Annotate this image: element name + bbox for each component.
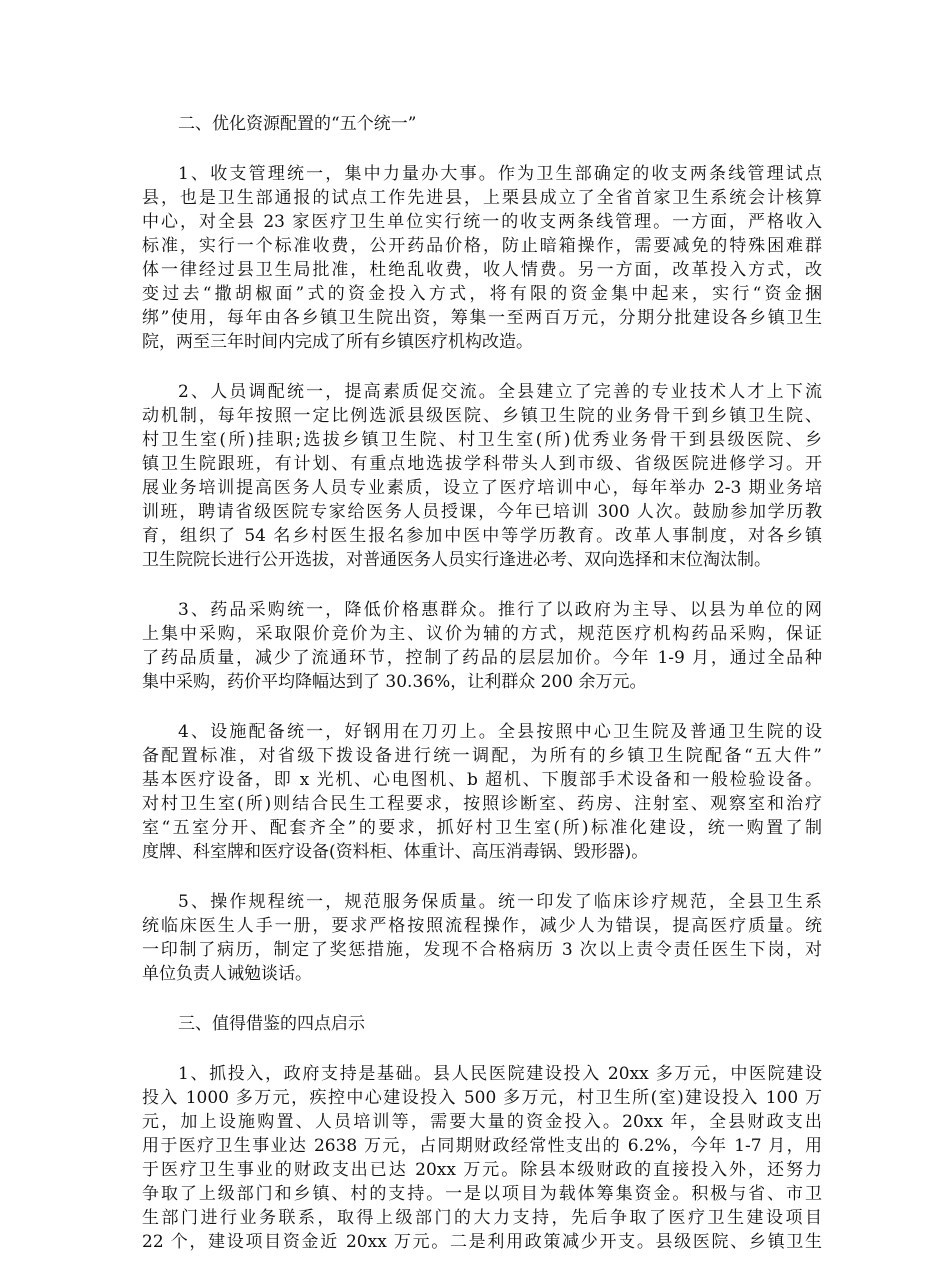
text-line: 2、人员调配统一，提高素质促交流。全县建立了完善的专业技术人才上下流	[178, 382, 822, 402]
text-line: 争取了上级部门和乡镇、村的支持。一是以项目为载体筹集资金。积极与省、市卫	[142, 1184, 822, 1204]
text-line: 单位负责人诫勉谈话。	[142, 964, 312, 984]
document-page	[142, 112, 822, 1280]
text-line: 标准，实行一个标准收费，公开药品价格，防止暗箱操作，需要减免的特殊困难群	[142, 236, 822, 256]
paragraph-staffing	[142, 380, 822, 572]
paragraph-drug-procurement	[142, 598, 822, 694]
text-line: 了药品质量，减少了流通环节，控制了药品的层层加价。今年 1-9 月，通过全品种	[142, 648, 822, 668]
text-line: 中心，对全县 23 家医疗卫生单位实行统一的收支两条线管理。一方面，严格收入	[142, 212, 822, 232]
text-line: 投入 1000 多万元，疾控中心建设投入 500 多万元，村卫生所(室)建设投入 100 万	[142, 1088, 822, 1108]
text-line: 训班，聘请省级医院专家给医务人员授课，今年已培训 300 人次。鼓励参加学历教	[142, 502, 822, 522]
text-line: 元，加上设施购置、人员培训等，需要大量的资金投入。20xx 年，全县财政支出	[142, 1112, 822, 1132]
text-line: 用于医疗卫生事业达 2638 万元，占同期财政经常性支出的 6.2%，今年 1-7 月，用	[142, 1136, 822, 1156]
text-line: 村卫生室(所)挂职;选拔乡镇卫生院、村卫生室(所)优秀业务骨干到县级医院、乡	[142, 430, 822, 450]
text-line: 镇卫生院跟班，有计划、有重点地选拔学科带头人到市级、省级医院进修学习。开	[142, 454, 822, 474]
text-line: 院，两至三年时间内完成了所有乡镇医疗机构改造。	[142, 332, 533, 352]
text-line: 变过去“撒胡椒面”式的资金投入方式，将有限的资金集中起来，实行“资金捆	[142, 284, 822, 304]
text-line: 上集中采购，采取限价竞价为主、议价为辅的方式，规范医疗机构药品采购，保证	[142, 624, 822, 644]
text-line: 度牌、科室牌和医疗设备(资料柜、体重计、高压消毒锅、毁形器)。	[142, 842, 649, 862]
text-line: 室“五室分开、配套齐全”的要求，抓好村卫生室(所)标准化建设，统一购置了制	[142, 818, 822, 838]
text-line: 集中采购，药价平均降幅达到了 30.36%，让利群众 200 余万元。	[142, 672, 647, 692]
text-line: 育，组织了 54 名乡村医生报名参加中医中等学历教育。改革人事制度，对各乡镇	[142, 526, 822, 546]
text-line: 1、收支管理统一，集中力量办大事。作为卫生部确定的收支两条线管理试点	[178, 164, 822, 184]
text-line: 5、操作规程统一，规范服务保质量。统一印发了临床诊疗规范，全县卫生系	[178, 892, 822, 912]
text-line: 于医疗卫生事业的财政支出已达 20xx 万元。除县本级财政的直接投入外，还努力	[142, 1160, 822, 1180]
text-line: 备配置标准，对省级下拨设备进行统一调配，为所有的乡镇卫生院配备“五大件”	[142, 746, 822, 766]
text-line: 一印制了病历，制定了奖惩措施，发现不合格病历 3 次以上责令责任医生下岗，对	[142, 940, 822, 960]
text-line: 生部门进行业务联系，取得上级部门的大力支持，先后争取了医疗卫生建设项目	[142, 1208, 822, 1228]
paragraph-equipment	[142, 720, 822, 864]
text-line: 对村卫生室(所)则结合民生工程要求，按照诊断室、药房、注射室、观察室和治疗	[142, 794, 822, 814]
text-line: 动机制，每年按照一定比例选派县级医院、乡镇卫生院的业务骨干到乡镇卫生院、	[142, 406, 822, 426]
paragraph-revenue-management	[142, 162, 822, 354]
text-line: 1、抓投入，政府支持是基础。县人民医院建设投入 20xx 多万元，中医院建设	[178, 1064, 822, 1084]
section-heading-2: 二、优化资源配置的“五个统一”	[178, 114, 417, 134]
paragraph-procedures	[142, 890, 822, 986]
text-line: 统临床医生人手一册，要求严格按照流程操作，减少人为错误，提高医疗质量。统	[142, 916, 822, 936]
text-line: 体一律经过县卫生局批准，杜绝乱收费，收人情费。另一方面，改革投入方式，改	[142, 260, 822, 280]
paragraph-investment	[142, 1062, 822, 1254]
text-line: 绑”使用，每年由各乡镇卫生院出资，筹集一至两百万元，分期分批建设各乡镇卫生	[142, 308, 822, 328]
text-line: 22 个，建设项目资金近 20xx 万元。二是利用政策减少开支。县级医院、乡镇卫生	[142, 1232, 822, 1252]
text-line: 县，也是卫生部通报的试点工作先进县，上栗县成立了全省首家卫生系统会计核算	[142, 188, 822, 208]
text-line: 4、设施配备统一，好钢用在刀刃上。全县按照中心卫生院及普通卫生院的设	[178, 722, 822, 742]
section-heading-3: 三、值得借鉴的四点启示	[178, 1014, 365, 1034]
text-line: 3、药品采购统一，降低价格惠群众。推行了以政府为主导、以县为单位的网	[178, 600, 822, 620]
text-line: 卫生院院长进行公开选拔，对普通医务人员实行逢进必考、双向选择和末位淘汰制。	[142, 550, 771, 570]
text-line: 展业务培训提高医务人员专业素质，设立了医疗培训中心，每年举办 2-3 期业务培	[142, 478, 822, 498]
text-line: 基本医疗设备，即 x 光机、心电图机、b 超机、下腹部手术设备和一般检验设备。	[142, 770, 822, 790]
